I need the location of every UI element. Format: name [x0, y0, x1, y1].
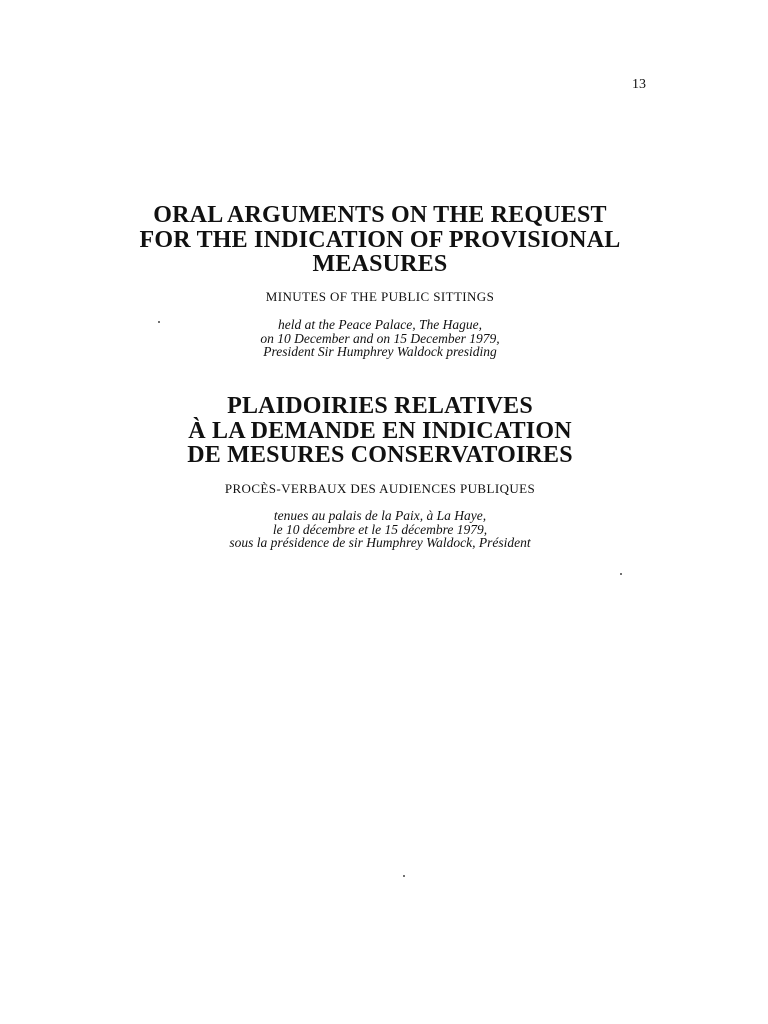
english-detail-line: on 10 December and on 15 December 1979, [260, 330, 500, 346]
french-detail-line: le 10 décembre et le 15 décembre 1979, [272, 521, 488, 537]
english-title-line: MEASURES [312, 251, 448, 277]
english-title-line: FOR THE INDICATION OF PROVISIONAL [139, 226, 621, 253]
scan-speck [403, 875, 405, 877]
french-detail-line: tenues au palais de la Paix, à La Haye, [273, 508, 487, 523]
english-subtitle: MINUTES OF THE PUBLIC SITTINGS [265, 289, 495, 304]
french-detail-line: sous la présidence de sir Humphrey Waldock, Président [229, 535, 531, 550]
english-detail-line: held at the Peace Palace, The Hague, [278, 317, 482, 332]
french-subtitle: PROCÈS-VERBAUX DES AUDIENCES PUBLIQUES [224, 481, 536, 496]
english-title [0, 203, 760, 277]
page-number: 13 [632, 77, 646, 92]
scan-speck [620, 573, 622, 575]
french-title-line: À LA DEMANDE EN INDICATION [188, 417, 572, 444]
french-title-line: PLAIDOIRIES RELATIVES [227, 393, 533, 419]
french-subtitle-block [0, 481, 760, 497]
french-details [0, 509, 760, 550]
english-details [0, 318, 760, 359]
english-title-line: ORAL ARGUMENTS ON THE REQUEST [153, 202, 607, 228]
english-detail-line: President Sir Humphrey Waldock presiding [263, 344, 497, 359]
french-title-line: DE MESURES CONSERVATOIRES [187, 442, 573, 468]
scan-speck [158, 321, 160, 323]
french-title [0, 394, 760, 468]
english-subtitle-block [0, 289, 760, 305]
